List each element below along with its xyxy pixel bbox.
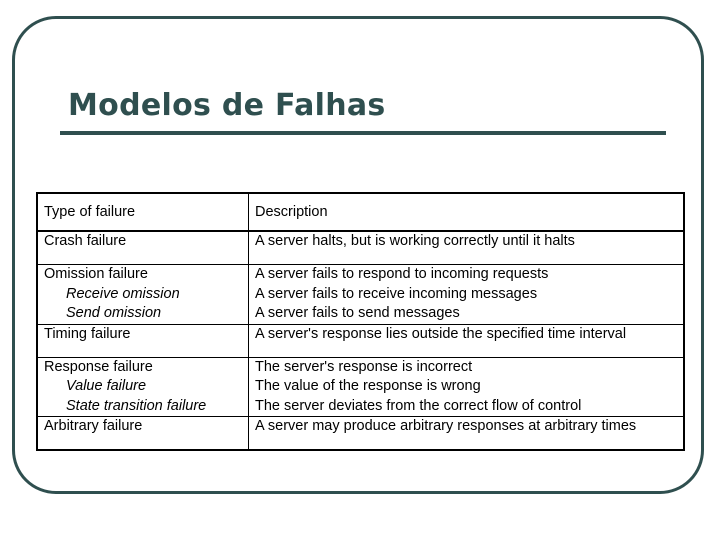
failure-type-name: Timing failure — [44, 325, 131, 342]
failure-subtype: Receive omission — [66, 285, 180, 302]
table-row — [37, 231, 684, 265]
header-type-of-failure: Type of failure — [37, 193, 249, 231]
failure-type-name: Arbitrary failure — [44, 418, 143, 434]
failure-type-cell — [37, 357, 249, 417]
table-row — [37, 324, 684, 357]
table-row — [37, 417, 684, 451]
failure-description-cell — [249, 417, 685, 451]
header-description: Description — [249, 193, 685, 231]
table-header-row — [37, 193, 684, 231]
title-underline — [60, 131, 666, 135]
slide-title: Modelos de Falhas — [68, 88, 386, 123]
failure-description-cell — [249, 231, 685, 265]
failure-description: A server may produce arbitrary responses at arbitrary times — [255, 418, 637, 434]
failure-description: A server's response lies outside the specified time interval — [255, 325, 627, 342]
failure-type-name: Omission failure — [44, 266, 148, 282]
failure-description-cell — [249, 357, 685, 417]
failure-description: A server fails to respond to incoming requests — [255, 266, 549, 282]
failure-description: A server fails to send messages — [255, 305, 460, 321]
failure-description: The value of the response is wrong — [255, 378, 481, 394]
failure-subtype: Value failure — [66, 378, 147, 394]
failure-type-cell — [37, 417, 249, 451]
failure-description: A server halts, but is working correctly until it halts — [255, 233, 575, 249]
table-row — [37, 357, 684, 417]
failure-type-name: Response failure — [44, 358, 153, 375]
failure-type-cell — [37, 231, 249, 265]
failure-description: A server fails to receive incoming messages — [255, 285, 538, 302]
failure-type-cell — [37, 265, 249, 325]
failure-subtype: Send omission — [66, 305, 162, 321]
failure-type-name: Crash failure — [44, 233, 127, 249]
table-row — [37, 265, 684, 325]
failure-description: The server's response is incorrect — [255, 358, 473, 375]
failure-type-cell — [37, 324, 249, 357]
failure-types-table — [36, 192, 685, 451]
failure-description: The server deviates from the correct flow of control — [255, 397, 582, 414]
failure-subtype: State transition failure — [66, 397, 207, 414]
failure-description-cell — [249, 324, 685, 357]
failure-description-cell — [249, 265, 685, 325]
